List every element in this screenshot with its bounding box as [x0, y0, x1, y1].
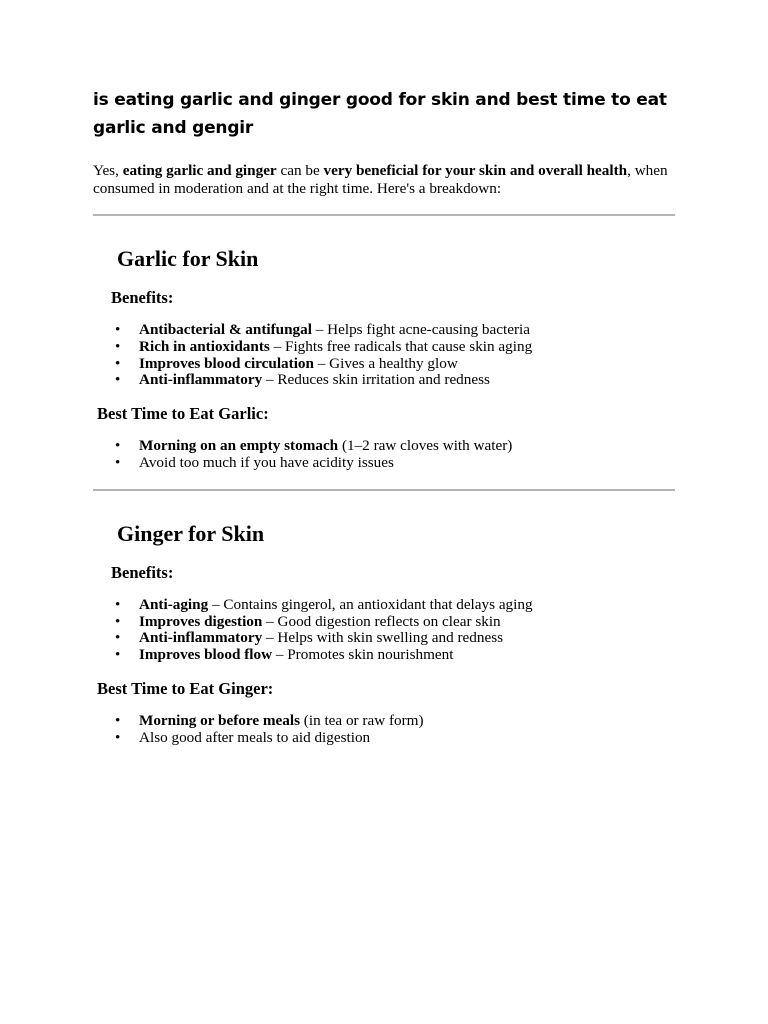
garlic-benefits-list [93, 322, 675, 389]
item-text: – Gives a healthy glow [313, 354, 458, 372]
item-bold: Rich in antioxidants [139, 337, 270, 355]
bullet-icon: • [115, 437, 121, 455]
divider-1 [93, 214, 675, 216]
intro-text-3: , when consumed in moderation and at the right time. Here's a breakdown: [93, 162, 668, 197]
item-text: – Helps fight acne-causing bacteria [311, 321, 530, 338]
list-item [93, 339, 675, 356]
bullet-icon: • [115, 612, 121, 630]
bullet-icon: • [115, 337, 121, 355]
ginger-section [93, 521, 675, 747]
bullet-icon: • [115, 371, 121, 389]
item-bold: Anti-aging [139, 595, 209, 613]
document-title: is eating garlic and ginger good for skin and best time to eat garlic and gengir [93, 90, 667, 138]
ginger-benefits-label: Benefits: [111, 562, 174, 582]
intro-text-2: can be [276, 162, 324, 179]
list-item [93, 614, 675, 631]
bullet-icon: • [115, 595, 121, 613]
item-bold: Antibacterial & antifungal [139, 321, 312, 338]
bullet-icon: • [115, 453, 121, 471]
item-bold: Morning or before meals [139, 711, 300, 729]
item-text: – Reduces skin irritation and redness [262, 371, 490, 389]
list-item [93, 455, 675, 472]
list-item [93, 372, 675, 389]
list-item [93, 322, 675, 339]
list-item [93, 713, 675, 730]
item-text: – Promotes skin nourishment [272, 646, 454, 664]
list-item [93, 597, 675, 614]
bullet-icon: • [115, 629, 121, 647]
bullet-icon: • [115, 321, 121, 338]
item-bold: Improves blood circulation [139, 354, 314, 372]
item-text: Avoid too much if you have acidity issues [139, 453, 394, 471]
document-page [93, 86, 675, 747]
list-item [93, 647, 675, 664]
item-text: – Helps with skin swelling and redness [262, 629, 504, 647]
bullet-icon: • [115, 354, 121, 372]
item-bold: Improves blood flow [139, 646, 273, 664]
item-bold: Improves digestion [139, 612, 263, 630]
item-bold: Morning on an empty stomach [139, 437, 339, 455]
item-text: – Fights free radicals that cause skin aging [269, 337, 533, 355]
item-text: – Good digestion reflects on clear skin [262, 612, 501, 630]
list-item [93, 356, 675, 373]
item-text: Also good after meals to aid digestion [139, 728, 371, 746]
bullet-icon: • [115, 646, 121, 664]
item-bold: Anti-inflammatory [139, 371, 263, 389]
bullet-icon: • [115, 728, 121, 746]
intro-paragraph [93, 162, 675, 198]
garlic-best-time-label: Best Time to Eat Garlic: [97, 404, 269, 424]
list-item [93, 630, 675, 647]
ginger-best-time-list [93, 713, 675, 747]
intro-bold-2: very beneficial for your skin and overall health [323, 162, 628, 179]
bullet-icon: • [115, 711, 121, 729]
garlic-heading: Garlic for Skin [117, 246, 259, 271]
garlic-best-time-list [93, 438, 675, 472]
divider-2 [93, 489, 675, 491]
list-item [93, 730, 675, 747]
intro-bold-1: eating garlic and ginger [122, 162, 277, 179]
list-item [93, 438, 675, 455]
item-text: (in tea or raw form) [300, 711, 424, 729]
garlic-section [93, 246, 675, 472]
intro-text-1: Yes, [93, 162, 123, 179]
ginger-benefits-list [93, 597, 675, 664]
item-text: – Contains gingerol, an antioxidant that delays aging [208, 595, 533, 613]
ginger-heading: Ginger for Skin [117, 520, 265, 546]
ginger-best-time-label: Best Time to Eat Ginger: [97, 678, 274, 698]
item-text: (1–2 raw cloves with water) [338, 437, 513, 455]
garlic-benefits-label: Benefits: [111, 288, 174, 307]
item-bold: Anti-inflammatory [139, 629, 263, 647]
